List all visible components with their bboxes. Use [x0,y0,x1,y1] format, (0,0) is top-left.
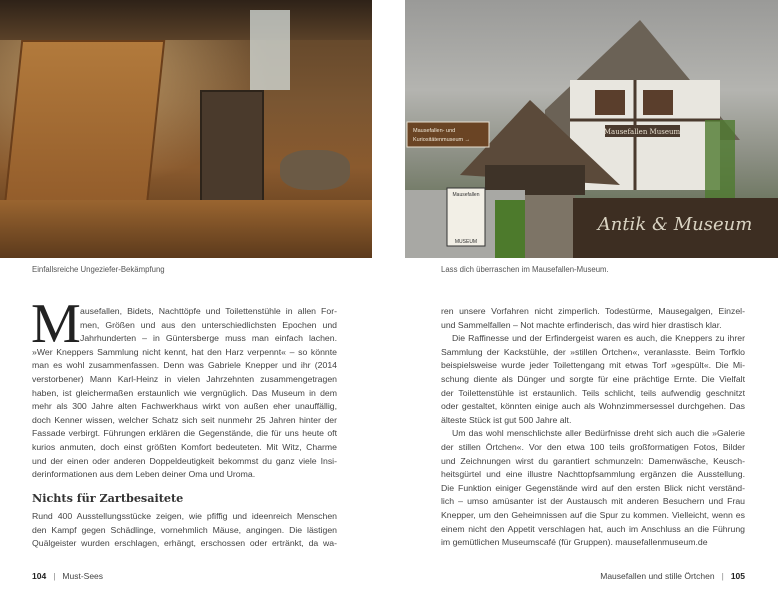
svg-text:Mausefallen- und: Mausefallen- und [413,128,456,134]
text-line: lich – umso amüsanter ist der Austausch mit anderen Besuchern und Frau [441,496,745,507]
svg-text:MUSEUM: MUSEUM [454,239,478,245]
section-name: Must-Sees [62,571,104,581]
text-line: Um das wohl menschlichste aller Bedürfnisse dreht sich auch die »Galerie [452,428,745,439]
page-number: 104 [32,571,47,581]
text-line: ausefallen, Bidets, Nachttöpfe und Toilettenstühle in allen For- [80,306,337,316]
text-line: man es wohl zusammenfassen. Denn was Gabriele Knepper und ihr (2014 [32,360,337,371]
museum-interior-photo [0,0,372,258]
text-line: derinformationen aus dem Leben deiner Oma und Uroma. [32,469,256,480]
footer-separator: | [53,571,56,581]
text-line: Fassade verbirgt. Führungen erklären die Gegenstände, die für uns heute oft [32,428,337,439]
footer-separator: | [721,571,724,581]
footer-right [600,571,745,581]
text-line: den Kampf gegen Schädlinge, vornehmlich Mäuse, angingen. Die lästigen [32,524,337,535]
text-line: mehr als 300 Jahre alten Fachwerkhaus wirkt von außen eher unauffällig, [32,401,337,412]
section-heading: Nichts für Zartbesaitete [32,491,184,505]
wooden-chest [200,90,264,204]
drop-cap: M [31,293,81,355]
wooden-table [0,200,372,258]
text-line: Die Raffinesse und der Erfindergeist waren es auch, die Kneppers zu ihrer [452,333,745,344]
section-paragraph [32,510,337,551]
text-line: oder gestaltet, könnten einige auch als Wohnzimmersessel durchgehen. Das [441,401,745,412]
text-line: men, Größen und aus den unterschiedlichsten Epochen und [80,319,337,330]
intro-paragraph [32,305,337,482]
window [250,10,290,90]
svg-text:Mausefallen: Mausefallen [452,192,480,198]
direction-sign [407,122,489,147]
text-line: Knepper, um den Geheimnissen auf die Spur zu kommen. Vielleicht, wenn es [441,509,745,520]
photo-caption-right: Lass dich überraschen im Mausefallen-Museum. [441,265,609,274]
museum-exterior-photo [405,0,778,258]
text-line: doch Kenner wissen, welcher Schatz sich seit nunmehr 25 Jahren hinter der [32,414,337,425]
stone-wall [525,195,575,258]
page-number: 105 [730,571,745,581]
house-illustration [405,0,778,258]
svg-text:Mausefallen Museum: Mausefallen Museum [603,128,681,136]
text-line: und der einen oder anderen Doppeldeutigkeit bekommst du ganz viele Insi- [32,455,337,466]
photo-caption-left: Einfallsreiche Ungeziefer-Bekämpfung [32,265,165,274]
footer-left [32,571,103,581]
chapter-name: Mausefallen und stille Örtchen [600,571,715,581]
text-line: und Sammelfallen – Not machte erfinderisch, das wird hier drastisch klar. [441,319,722,330]
text-line: im gemütlichen Museumscafé (für Gruppen). mausefallenmuseum.de [441,537,708,548]
text-line: beispielsweise wurde jeder Toilettengang mit etwas Torf »gespült«. Die Mi- [441,360,745,371]
svg-text:Kuriositätenmuseum →: Kuriositätenmuseum → [413,137,471,143]
text-line: verstorbener) Mann Karl-Heinz in vielen Jahrzehnten zusammengetragen [32,373,337,384]
text-line: schung diente als Dünger und sorgte für eine prächtige Ernte. Die Vielfalt [441,373,745,384]
text-line: haben, ist gleichermaßen erstaunlich wie vergnüglich. Das Museum in dem [32,387,337,398]
wire-trap [280,150,350,190]
text-line: und Zeichnungen wirst du garantiert schmunzeln: Damenwäsche, Keusch- [441,455,745,466]
ivy [705,120,735,200]
right-column-text [441,305,745,550]
text-line: der Toilettenstühle ist erstaunlich. Teils schlicht, teils aufwendig geschnitzt [441,387,745,398]
text-line: Die Funktion einiger Gegenstände wird auf den ersten Blick nicht verständ- [441,482,745,493]
text-line: Quälgeister wurden erschlagen, erhängt, erschossen oder ertränkt, da wa- [32,538,337,549]
text-line: Rund 400 Ausstellungsstücke zeigen, wie pfiffig und ideenreich Menschen [32,511,337,521]
text-line: ren unsere Vorfahren nicht zimperlich. Todestürme, Mausegalgen, Einzel- [441,306,745,316]
text-line: »Wer Kneppers Sammlung nicht kennt, hat den Harz verpennt« – so könnte [32,346,337,357]
text-line: der stillen Örtchen«. Vor den etwa 100 teils großformatigen Fotos, Bilder [441,441,745,452]
text-line: heitsgürtel und eine illustre Nachttopfsammlung ergänzen die Ausstellung. [441,469,745,480]
text-line: älteste Stück ist gut 500 Jahre alt. [441,414,572,425]
ceiling-beams [0,0,372,40]
text-line: kurios anmuten, doch einst größten Komfort bedeuteten. Mit Witz, Charme [32,441,337,452]
text-line: einem nicht den Appetit verschlagen hat, auch im Anschluss an die Führung [441,523,745,534]
svg-text:Antik & Museum: Antik & Museum [597,214,753,235]
text-line: Sammlung der Kackstühle, der »stillen Örtchen«, veranlasste. Beim Torfklo [441,346,745,357]
text-line: Jahrhunderten – in Güntersberge muss man einfach lachen. [80,333,337,344]
